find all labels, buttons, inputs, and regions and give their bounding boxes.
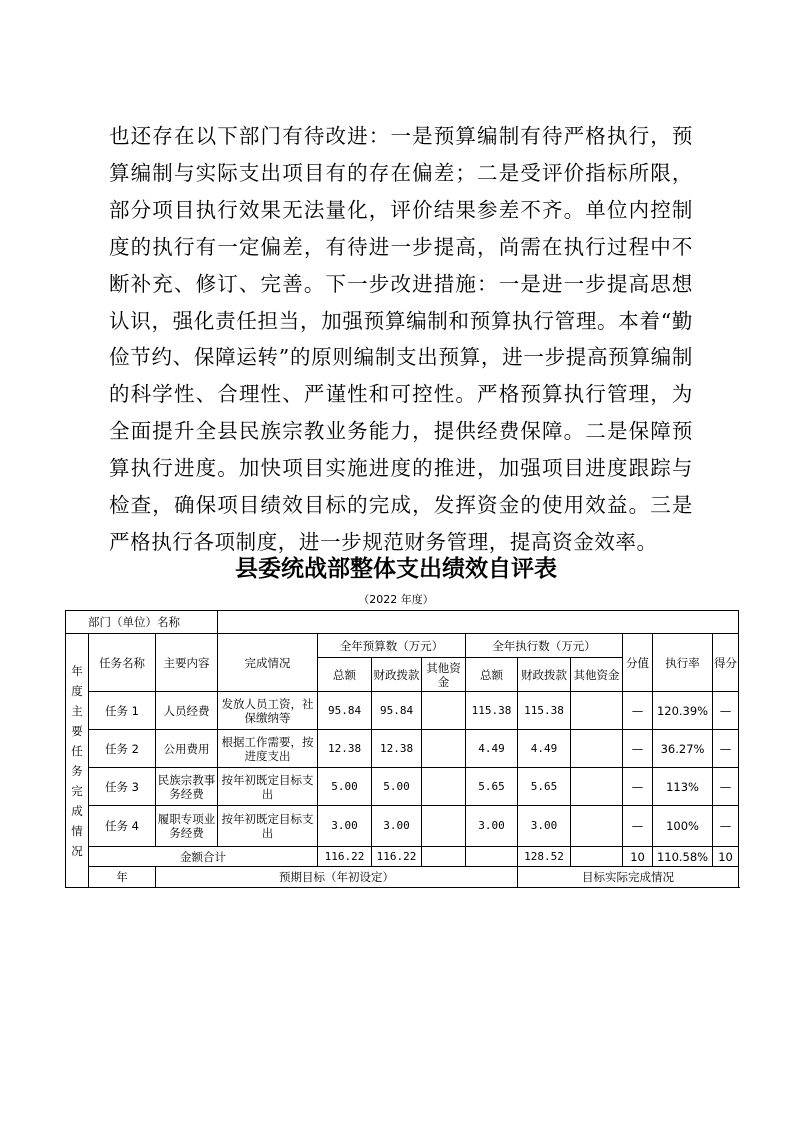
completion-status: 按年初既定目标支出 bbox=[218, 806, 318, 847]
exec-fiscal: 5.65 bbox=[518, 768, 571, 806]
header-budget-fiscal: 财政拨款 bbox=[372, 658, 422, 692]
total-label: 金额合计 bbox=[89, 847, 318, 867]
budget-other bbox=[422, 806, 466, 847]
header-exec-fiscal: 财政拨款 bbox=[518, 658, 571, 692]
dept-row bbox=[66, 611, 739, 634]
main-content: 履职专项业务经费 bbox=[156, 806, 218, 847]
total-budget-other bbox=[422, 847, 466, 867]
exec-fiscal: 4.49 bbox=[518, 730, 571, 768]
budget-other bbox=[422, 692, 466, 730]
task-name: 任务 1 bbox=[89, 692, 156, 730]
body-paragraph: 也还存在以下部门有待改进：一是预算编制有待严格执行，预算编制与实际支出项目有的存在偏差；二是受评价指标所限，部分项目执行效果无法量化，评价结果参差不齐。单位内控制度的执行有一定偏差，有待进一步提高，尚需在执行过程中不断补充、修订、完善。下一步改进措施：一是进一步提高思想认识，强化责任担当，加强预算编制和预算执行管理。本着“勤俭节约、保障运转”的原则编制支出预算，进一步提高预算编制的科学性、合理性、严谨性和可控性。严格预算执行管理，为全面提升全县民族宗教业务能力，提供经费保障。二是保障预算执行进度。加快项目实施进度的推进，加强项目进度跟踪与检查，确保项目绩效目标的完成，发挥资金的使用效益。三是严格执行各项制度，进一步规范财务管理，提高资金效率。 bbox=[109, 124, 693, 554]
expected-goals-header: 预期目标（年初设定） bbox=[156, 867, 518, 888]
performance-table bbox=[65, 610, 739, 888]
exec-other bbox=[571, 692, 623, 730]
exec-rate: 36.27% bbox=[653, 730, 713, 768]
score-value: — bbox=[623, 730, 653, 768]
score: — bbox=[713, 730, 739, 768]
header-main-content: 主要内容 bbox=[156, 634, 218, 692]
dept-value bbox=[218, 611, 739, 634]
score: — bbox=[713, 692, 739, 730]
header-budget-other: 其他资金 bbox=[422, 658, 466, 692]
exec-fiscal: 3.00 bbox=[518, 806, 571, 847]
table-row bbox=[66, 692, 739, 730]
total-score: 10 bbox=[713, 847, 739, 867]
header-task-name: 任务名称 bbox=[89, 634, 156, 692]
total-score-value: 10 bbox=[623, 847, 653, 867]
header-score: 得分 bbox=[713, 634, 739, 692]
exec-rate: 113% bbox=[653, 768, 713, 806]
table-row bbox=[66, 730, 739, 768]
header-budget-total: 总额 bbox=[318, 658, 372, 692]
budget-total: 3.00 bbox=[318, 806, 372, 847]
budget-fiscal: 12.38 bbox=[372, 730, 422, 768]
task-name: 任务 4 bbox=[89, 806, 156, 847]
budget-total: 5.00 bbox=[318, 768, 372, 806]
exec-total: 5.65 bbox=[466, 768, 518, 806]
header-exec-total: 总额 bbox=[466, 658, 518, 692]
budget-fiscal: 95.84 bbox=[372, 692, 422, 730]
table-row bbox=[66, 768, 739, 806]
exec-total: 3.00 bbox=[466, 806, 518, 847]
goals-section-label: 年 bbox=[89, 867, 156, 888]
main-content: 民族宗教事务经费 bbox=[156, 768, 218, 806]
budget-other bbox=[422, 768, 466, 806]
budget-fiscal: 3.00 bbox=[372, 806, 422, 847]
exec-rate: 120.39% bbox=[653, 692, 713, 730]
total-exec-other bbox=[571, 847, 623, 867]
exec-other bbox=[571, 806, 623, 847]
score: — bbox=[713, 768, 739, 806]
table-title: 县委统战部整体支出绩效自评表 bbox=[235, 556, 557, 582]
budget-fiscal: 5.00 bbox=[372, 768, 422, 806]
total-budget-total: 116.22 bbox=[318, 847, 372, 867]
table-subtitle: （2022 年度） bbox=[358, 593, 434, 606]
header-score-value: 分值 bbox=[623, 634, 653, 692]
budget-other bbox=[422, 730, 466, 768]
budget-total: 95.84 bbox=[318, 692, 372, 730]
completion-status: 按年初既定目标支出 bbox=[218, 768, 318, 806]
main-content: 公用费用 bbox=[156, 730, 218, 768]
score-value: — bbox=[623, 692, 653, 730]
exec-other bbox=[571, 730, 623, 768]
exec-other bbox=[571, 768, 623, 806]
exec-total: 115.38 bbox=[466, 692, 518, 730]
header-exec-other: 其他资金 bbox=[571, 658, 623, 692]
actual-completion-header: 目标实际完成情况 bbox=[518, 867, 739, 888]
score: — bbox=[713, 806, 739, 847]
header-row-1 bbox=[66, 634, 739, 658]
goals-header-row bbox=[66, 867, 739, 888]
budget-total: 12.38 bbox=[318, 730, 372, 768]
header-exec-rate: 执行率 bbox=[653, 634, 713, 692]
total-exec-fiscal: 128.52 bbox=[518, 847, 571, 867]
section-label-vertical: 年 度 主 要 任 务 完 成 情 况 bbox=[66, 634, 89, 888]
exec-fiscal: 115.38 bbox=[518, 692, 571, 730]
completion-status: 根据工作需要，按进度支出 bbox=[218, 730, 318, 768]
total-exec-rate: 110.58% bbox=[653, 847, 713, 867]
task-name: 任务 3 bbox=[89, 768, 156, 806]
header-exec-group: 全年执行数（万元） bbox=[466, 634, 623, 658]
total-row bbox=[66, 847, 739, 867]
dept-label: 部门（单位）名称 bbox=[66, 611, 218, 634]
score-value: — bbox=[623, 768, 653, 806]
completion-status: 发放人员工资，社保缴纳等 bbox=[218, 692, 318, 730]
header-completion: 完成情况 bbox=[218, 634, 318, 692]
total-budget-fiscal: 116.22 bbox=[372, 847, 422, 867]
main-content: 人员经费 bbox=[156, 692, 218, 730]
table-row bbox=[66, 806, 739, 847]
exec-rate: 100% bbox=[653, 806, 713, 847]
total-exec-total bbox=[466, 847, 518, 867]
header-budget-group: 全年预算数（万元） bbox=[318, 634, 466, 658]
task-name: 任务 2 bbox=[89, 730, 156, 768]
exec-total: 4.49 bbox=[466, 730, 518, 768]
score-value: — bbox=[623, 806, 653, 847]
